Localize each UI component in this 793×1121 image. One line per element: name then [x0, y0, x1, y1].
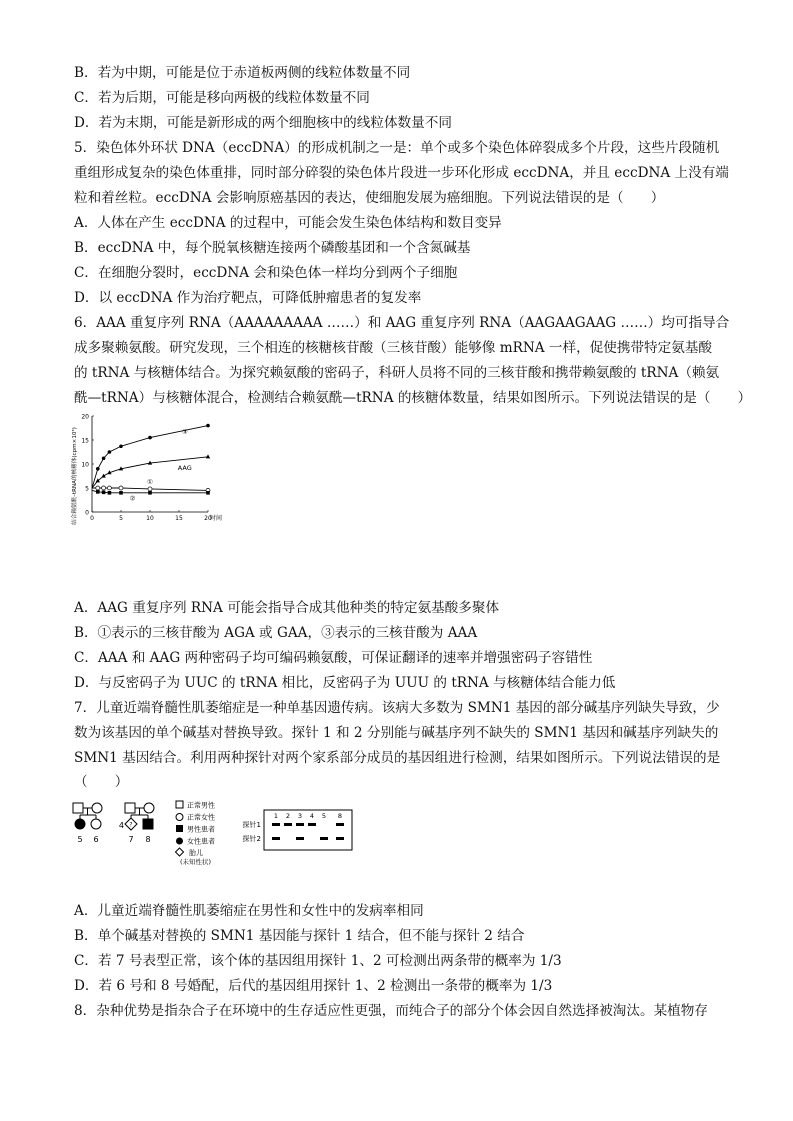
- gel-column-8: 8: [337, 812, 343, 820]
- y-tick-label: 5: [85, 485, 89, 493]
- q7-option-b: B．单个碱基对替换的 SMN1 基因能与探针 1 结合，但不能与探针 2 结合: [74, 928, 525, 944]
- probe-1-band-8: [336, 823, 344, 826]
- y-tick-label: 20: [81, 413, 89, 421]
- series-point: [102, 491, 106, 495]
- q5-stem-line-1: 5．染色体外环状 DNA（eccDNA）的形成机制之一是：单个或多个染色体碎裂成多个片段，这些片段随机: [74, 140, 720, 156]
- series-point: [96, 490, 100, 494]
- y-tick-label: 10: [81, 461, 89, 469]
- q5-option-d: D．以 eccDNA 作为治疗靶点，可降低肿瘤患者的复发率: [74, 290, 422, 306]
- legend-normal-male: 正常男性: [187, 801, 215, 810]
- legend-affected-female-icon: [176, 838, 183, 845]
- q6-stem-line-3: 的 tRNA 与核糖体结合。为探究赖氨酸的密码子，科研人员将不同的三核苷酸和携带赖氨酸的 tRNA（赖氨: [74, 365, 720, 381]
- probe-2-band-5: [320, 837, 328, 840]
- x-tick-label: 15: [175, 515, 183, 522]
- q7-stem-line-2: 数为该基因的单个碱基对替换导致。探针 1 和 2 分别能与碱基序列不缺失的 SMN1 基因和碱基序列缺失的: [74, 725, 719, 741]
- pedigree-1-male-1: [73, 803, 83, 813]
- y-tick-label: 0: [85, 509, 89, 517]
- series-point: [96, 486, 100, 490]
- probe-2-band-1: [272, 837, 280, 840]
- series-point: [148, 436, 152, 440]
- series-point: [206, 491, 210, 495]
- pedigree-2-female-4: [144, 803, 154, 813]
- pedigree-1-female-2: [92, 803, 102, 813]
- series-label-3: ②: [129, 494, 136, 503]
- probe-1-band-3: [296, 823, 304, 826]
- legend-affected-male: 男性患者: [187, 825, 215, 834]
- q6-stem-line-2: 成多聚赖氨酸。研究发现，三个相连的核糖核苷酸（三核苷酸）能够像 mRNA 一样，促使携带特定氨基酸: [74, 340, 713, 356]
- legend-normal-female-icon: [176, 814, 183, 821]
- gel-column-2: 2: [285, 812, 291, 820]
- legend-normal-female: 正常女性: [187, 813, 215, 822]
- q4-option-b: B．若为中期，可能是位于赤道板两侧的线粒体数量不同: [74, 65, 411, 81]
- probe-1-band-1: [272, 823, 280, 826]
- series-point: [96, 467, 100, 471]
- probe-1-band-2: [284, 823, 292, 826]
- q7-option-c: C．若 7 号表型正常，该个体的基因组用探针 1、2 可检测出两条带的概率为 1/3: [74, 953, 562, 969]
- q6-option-d: D．与反密码子为 UUC 的 tRNA 相比，反密码子为 UUU 的 tRNA 与核糖体结合能力低: [74, 675, 616, 691]
- series-point: [119, 491, 123, 495]
- q7-stem-line-1: 7．儿童近端脊髓性肌萎缩症是一种单基因遗传病。该病大多数为 SMN1 基因的部分碱基序列缺失导致，少: [74, 700, 720, 716]
- pedigree-1-affected-female-5: [75, 819, 85, 829]
- series-point: [119, 486, 123, 490]
- legend-normal-male-icon: [176, 801, 183, 808]
- q5-option-a: A．人体在产生 eccDNA 的过程中，可能会发生染色体结构和数目变异: [74, 215, 502, 231]
- series-point: [102, 486, 106, 490]
- series-point: [206, 454, 210, 458]
- svg-text:?: ?: [129, 821, 133, 829]
- gel-column-3: 3: [297, 812, 303, 820]
- series-point: [206, 424, 210, 428]
- series-point: [107, 486, 111, 490]
- q7-stem-line-3: SMN1 基因结合。利用两种探针对两个家系部分成员的基因组进行检测，结果如图所示。下列说法错误的是: [74, 750, 721, 766]
- series-point: [108, 491, 112, 495]
- pedigree-label-5: 5: [77, 835, 83, 844]
- gel-column-1: 1: [273, 812, 279, 820]
- legend-fetus-note: (未知性状): [180, 858, 212, 866]
- gel-column-5: 5: [321, 812, 327, 820]
- pedigree-1-female-6: [91, 819, 101, 829]
- pedigree-label-7: 7: [128, 835, 134, 844]
- y-axis-label: 结合赖氨酰–tRNA的核糖体(cpm×10³): [72, 427, 78, 525]
- x-tick-label: 20: [204, 515, 212, 522]
- q7-pedigree-figure: [68, 798, 368, 866]
- x-axis-label: 时间: [210, 515, 223, 522]
- q6-option-b: B．①表示的三核苷酸为 AGA 或 GAA，③表示的三核苷酸为 AAA: [74, 625, 478, 641]
- q6-stem-line-4: 酰—tRNA）与核糖体混合，检测结合赖氨酰—tRNA 的核糖体数量，结果如图所示。下列说法错误的是（ ）: [74, 390, 752, 406]
- q4-option-c: C．若为后期，可能是移向两极的线粒体数量不同: [74, 90, 370, 106]
- pedigree-label-8: 8: [145, 835, 151, 844]
- pedigree-label-4: 4: [118, 821, 124, 830]
- legend-fetus: 胎儿: [189, 849, 203, 857]
- pedigree-2-male-3: [125, 803, 135, 813]
- y-tick-label: 15: [81, 437, 89, 445]
- series-point: [148, 487, 152, 491]
- series-label-1: AAG: [177, 463, 192, 472]
- probe-2-band-3: [296, 837, 304, 840]
- q7-stem-line-4: （ ）: [74, 774, 129, 790]
- q8-stem-line-1: 8．杂种优势是指杂合子在环境中的生存适应性更强，而纯合子的部分个体会因自然选择被淘汰。某植物存: [74, 1003, 708, 1019]
- probe-1-band-4: [308, 823, 316, 826]
- q5-option-b: B．eccDNA 中，每个脱氧核糖连接两个磷酸基团和一个含氮碱基: [74, 240, 471, 256]
- q5-stem-line-2: 重组形成复杂的染色体重排，同时部分碎裂的染色体片段进一步环化形成 eccDNA，并且 eccDNA 上没有端: [74, 165, 729, 181]
- legend-affected-female: 女性患者: [187, 837, 215, 846]
- series-label-2: ①: [147, 478, 153, 487]
- pedigree-label-6: 6: [93, 835, 99, 844]
- series-point: [108, 450, 112, 454]
- q5-option-c: C．在细胞分裂时，eccDNA 会和染色体一样均分到两个子细胞: [74, 265, 458, 281]
- gel-column-4: 4: [309, 812, 315, 820]
- q6-stem-line-1: 6．AAA 重复序列 RNA（AAAAAAAAA ……）和 AAG 重复序列 RNA（AAGAAGAAG ……）均可指导合: [74, 315, 730, 331]
- probe-2-band-8: [336, 837, 344, 840]
- series-label-0: ③: [181, 428, 188, 437]
- q6-option-c: C．AAA 和 AAG 两种密码子均可编码赖氨酸，可保证翻译的速率并增强密码子容错性: [74, 650, 593, 666]
- q5-stem-line-3: 粒和着丝粒。eccDNA 会影响原癌基因的表达，使细胞发展为癌细胞。下列说法错误的是（ ）: [74, 190, 665, 206]
- series-point: [102, 456, 106, 460]
- q7-option-d: D．若 6 号和 8 号婚配，后代的基因组用探针 1、2 检测出一条带的概率为 1/3: [74, 978, 553, 994]
- legend-affected-male-icon: [176, 825, 183, 832]
- series-point: [119, 444, 123, 448]
- x-tick-label: 0: [90, 515, 94, 522]
- legend-fetus-icon: [176, 848, 184, 856]
- probe-2-label: 探针2: [242, 835, 261, 843]
- q7-option-a: A．儿童近端脊髓性肌萎缩症在男性和女性中的发病率相同: [74, 903, 424, 919]
- x-tick-label: 10: [146, 515, 154, 522]
- q4-option-d: D．若为末期，可能是新形成的两个细胞核中的线粒体数量不同: [74, 115, 452, 131]
- q6-option-a: A．AAG 重复序列 RNA 可能会指导合成其他种类的特定氨基酸多聚体: [74, 600, 500, 616]
- series-point: [148, 491, 152, 495]
- probe-1-label: 探针1: [242, 821, 261, 829]
- x-tick-label: 5: [119, 515, 123, 522]
- q6-line-chart: [68, 410, 228, 552]
- pedigree-2-affected-male-8: [143, 819, 153, 829]
